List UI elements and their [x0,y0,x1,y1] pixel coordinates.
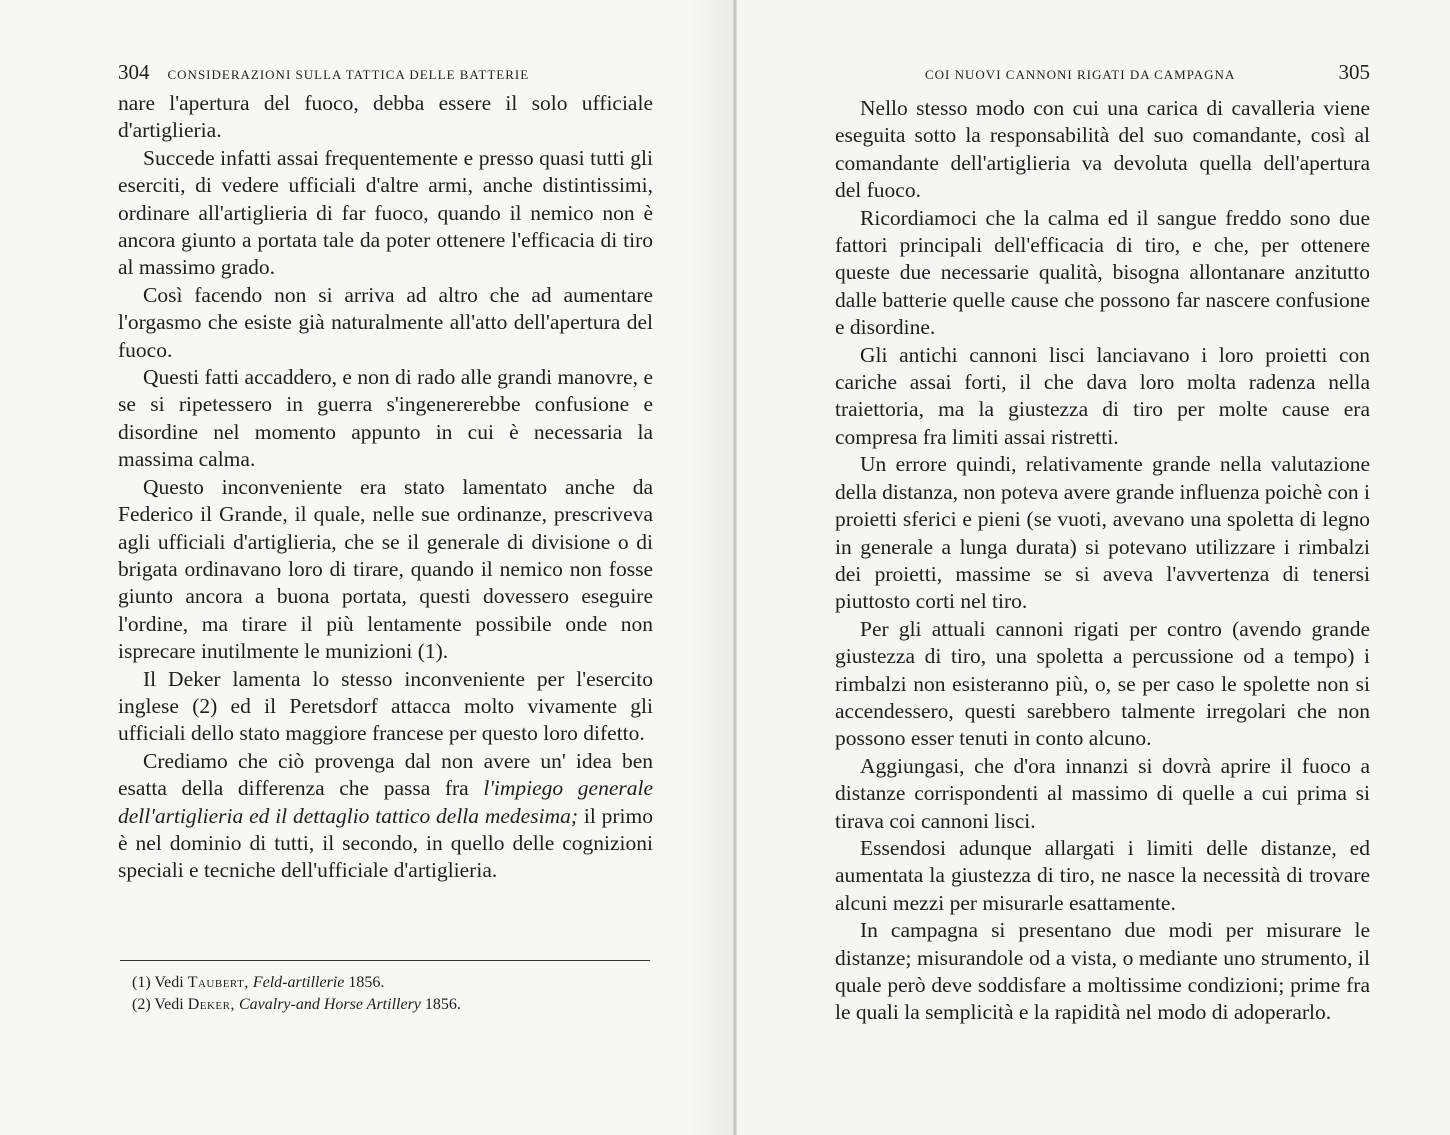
book-gutter [733,0,737,1135]
footnote [132,994,652,1016]
italic-phrase: l'impiego generale dell'artiglieria ed il dettaglio tattico della medesima; [118,776,654,828]
footnote [132,972,652,994]
paragraph: Ricordiamoci che la calma ed il sangue freddo sono due fattori principali dell'efficacia di tiro, e che, per ottenere queste due necessarie qualità, bisogna allontanare anzitutto dalle batterie quelle cause che possono far nascere confusione e disordine. [835,205,1370,340]
left-page-number: 304 [118,60,150,84]
paragraph-text: Crediamo che ciò provenga dal non avere un' idea ben esatta della differenza che passa fra [118,748,653,801]
right-body-text [835,95,1370,1027]
left-running-head: CONSIDERAZIONI SULLA TATTICA DELLE BATTERIE [167,67,530,82]
footnote-marker: (1) Vedi [132,974,184,991]
paragraph: Questi fatti accaddero, e non di rado alle grandi manovre, e se si ripetessero in guerra s'ingenererebbe confusione e disordine nel momento appunto in cui è necessaria la massima calma. [118,365,653,472]
left-body-text [118,90,653,885]
paragraph: Gli antichi cannoni lisci lanciavano i loro proietti con cariche assai forti, il che dava loro molta radenza nella traiettoria, ma la giustezza di tiro per molte cause era compresa fra limiti assai ristretti. [835,342,1370,449]
footnote-title: Cavalry-and Horse Artillery [238,996,421,1013]
footnote-marker: (2) Vedi [132,996,184,1013]
paragraph: Questo inconveniente era stato lamentato anche da Federico il Grande, il quale, nelle sue ordinanze, prescriveva agli ufficiali d'artiglieria, che se il generale di divisione o di brigata ordinavano loro di tirare, quando il nemico non fosse giunto ancora a buona portata, questi dovessero eseguire l'ordine, ma tirare il più lentamente possibile onde non isprecare inutilmente le munizioni (1). [118,474,653,664]
right-running-header [925,60,1370,90]
gutter-shadow [690,0,733,1135]
footnote-title: Feld-artillerie [252,974,345,991]
paragraph: Un errore quindi, relativamente grande nella valutazione della distanza, non poteva avere grande influenza poichè con i proietti sferici e pieni (se vuoti, avevano una spoletta di legno in generale a lunga durata) si potevano utilizzare i rimbalzi dei proietti, massime se si aveva l'avvertenza di tenersi piuttosto corti nel tiro. [835,452,1370,614]
paragraph: nare l'apertura del fuoco, debba essere il solo ufficiale d'artiglieria. [118,91,653,143]
footnote-year: 1856. [348,974,385,991]
footnote-rule [120,960,650,961]
paragraph: Aggiungasi, che d'ora innanzi si dovrà aprire il fuoco a distanze corrispondenti al massimo di quelle a cui prima si tirava coi cannoni lisci. [835,753,1370,833]
footnote-author: Taubert, [187,974,249,991]
right-running-head: COI NUOVI CANNONI RIGATI DA CAMPAGNA [925,67,1236,82]
footnote-author: Deker, [187,996,235,1013]
paragraph: Così facendo non si arriva ad altro che ad aumentare l'orgasmo che esiste già naturalmente all'atto dell'apertura del fuoco. [118,282,653,362]
paragraph: In campagna si presentano due modi per misurare le distanze; misurandole od a vista, o mediante uno strumento, il quale però deve soddisfare a moltissime condizioni; prime fra le quali la semplicità e la rapidità nel modo di adoperarlo. [835,918,1370,1025]
paragraph: Succede infatti assai frequentemente e presso quasi tutti gli eserciti, di vedere ufficiali d'altre armi, anche distintissimi, ordinare all'artiglieria di far fuoco, quando il nemico non è ancora giunto a portata tale da poter ottenere l'efficacia di tiro al massimo grado. [118,145,653,280]
footnotes [132,972,652,1016]
right-page-number: 305 [1338,60,1370,84]
left-running-header [118,60,658,90]
paragraph: Nello stesso modo con cui una carica di cavalleria viene eseguita sotto la responsabilità del suo comandante, così al comandante dell'artiglieria va devoluta quella dell'apertura del fuoco. [835,96,1370,203]
paragraph: Il Deker lamenta lo stesso inconveniente per l'esercito inglese (2) ed il Peretsdorf attacca molto vivamente gli ufficiali dello stato maggiore francese per questo loro difetto. [118,666,653,746]
paragraph [118,748,653,885]
paragraph: Essendosi adunque allargati i limiti delle distanze, ed aumentata la giustezza di tiro, ne nasce la necessità di trovare alcuni mezzi per misurarle esattamente. [835,835,1370,915]
footnote-year: 1856. [424,996,461,1013]
paragraph: Per gli attuali cannoni rigati per contro (avendo grande giustezza di tiro, una spoletta a percussione od a tempo) i rimbalzi non esisteranno più, o, se per caso le spolette non si accendessero, questi sarebbero talmente irregolari che non possono esser tenuti in conto alcuno. [835,616,1370,751]
paragraph-text: il primo è nel dominio di tutti, il secondo, in quello delle cognizioni speciali e tecniche dell'ufficiale d'artiglieria. [118,803,653,883]
